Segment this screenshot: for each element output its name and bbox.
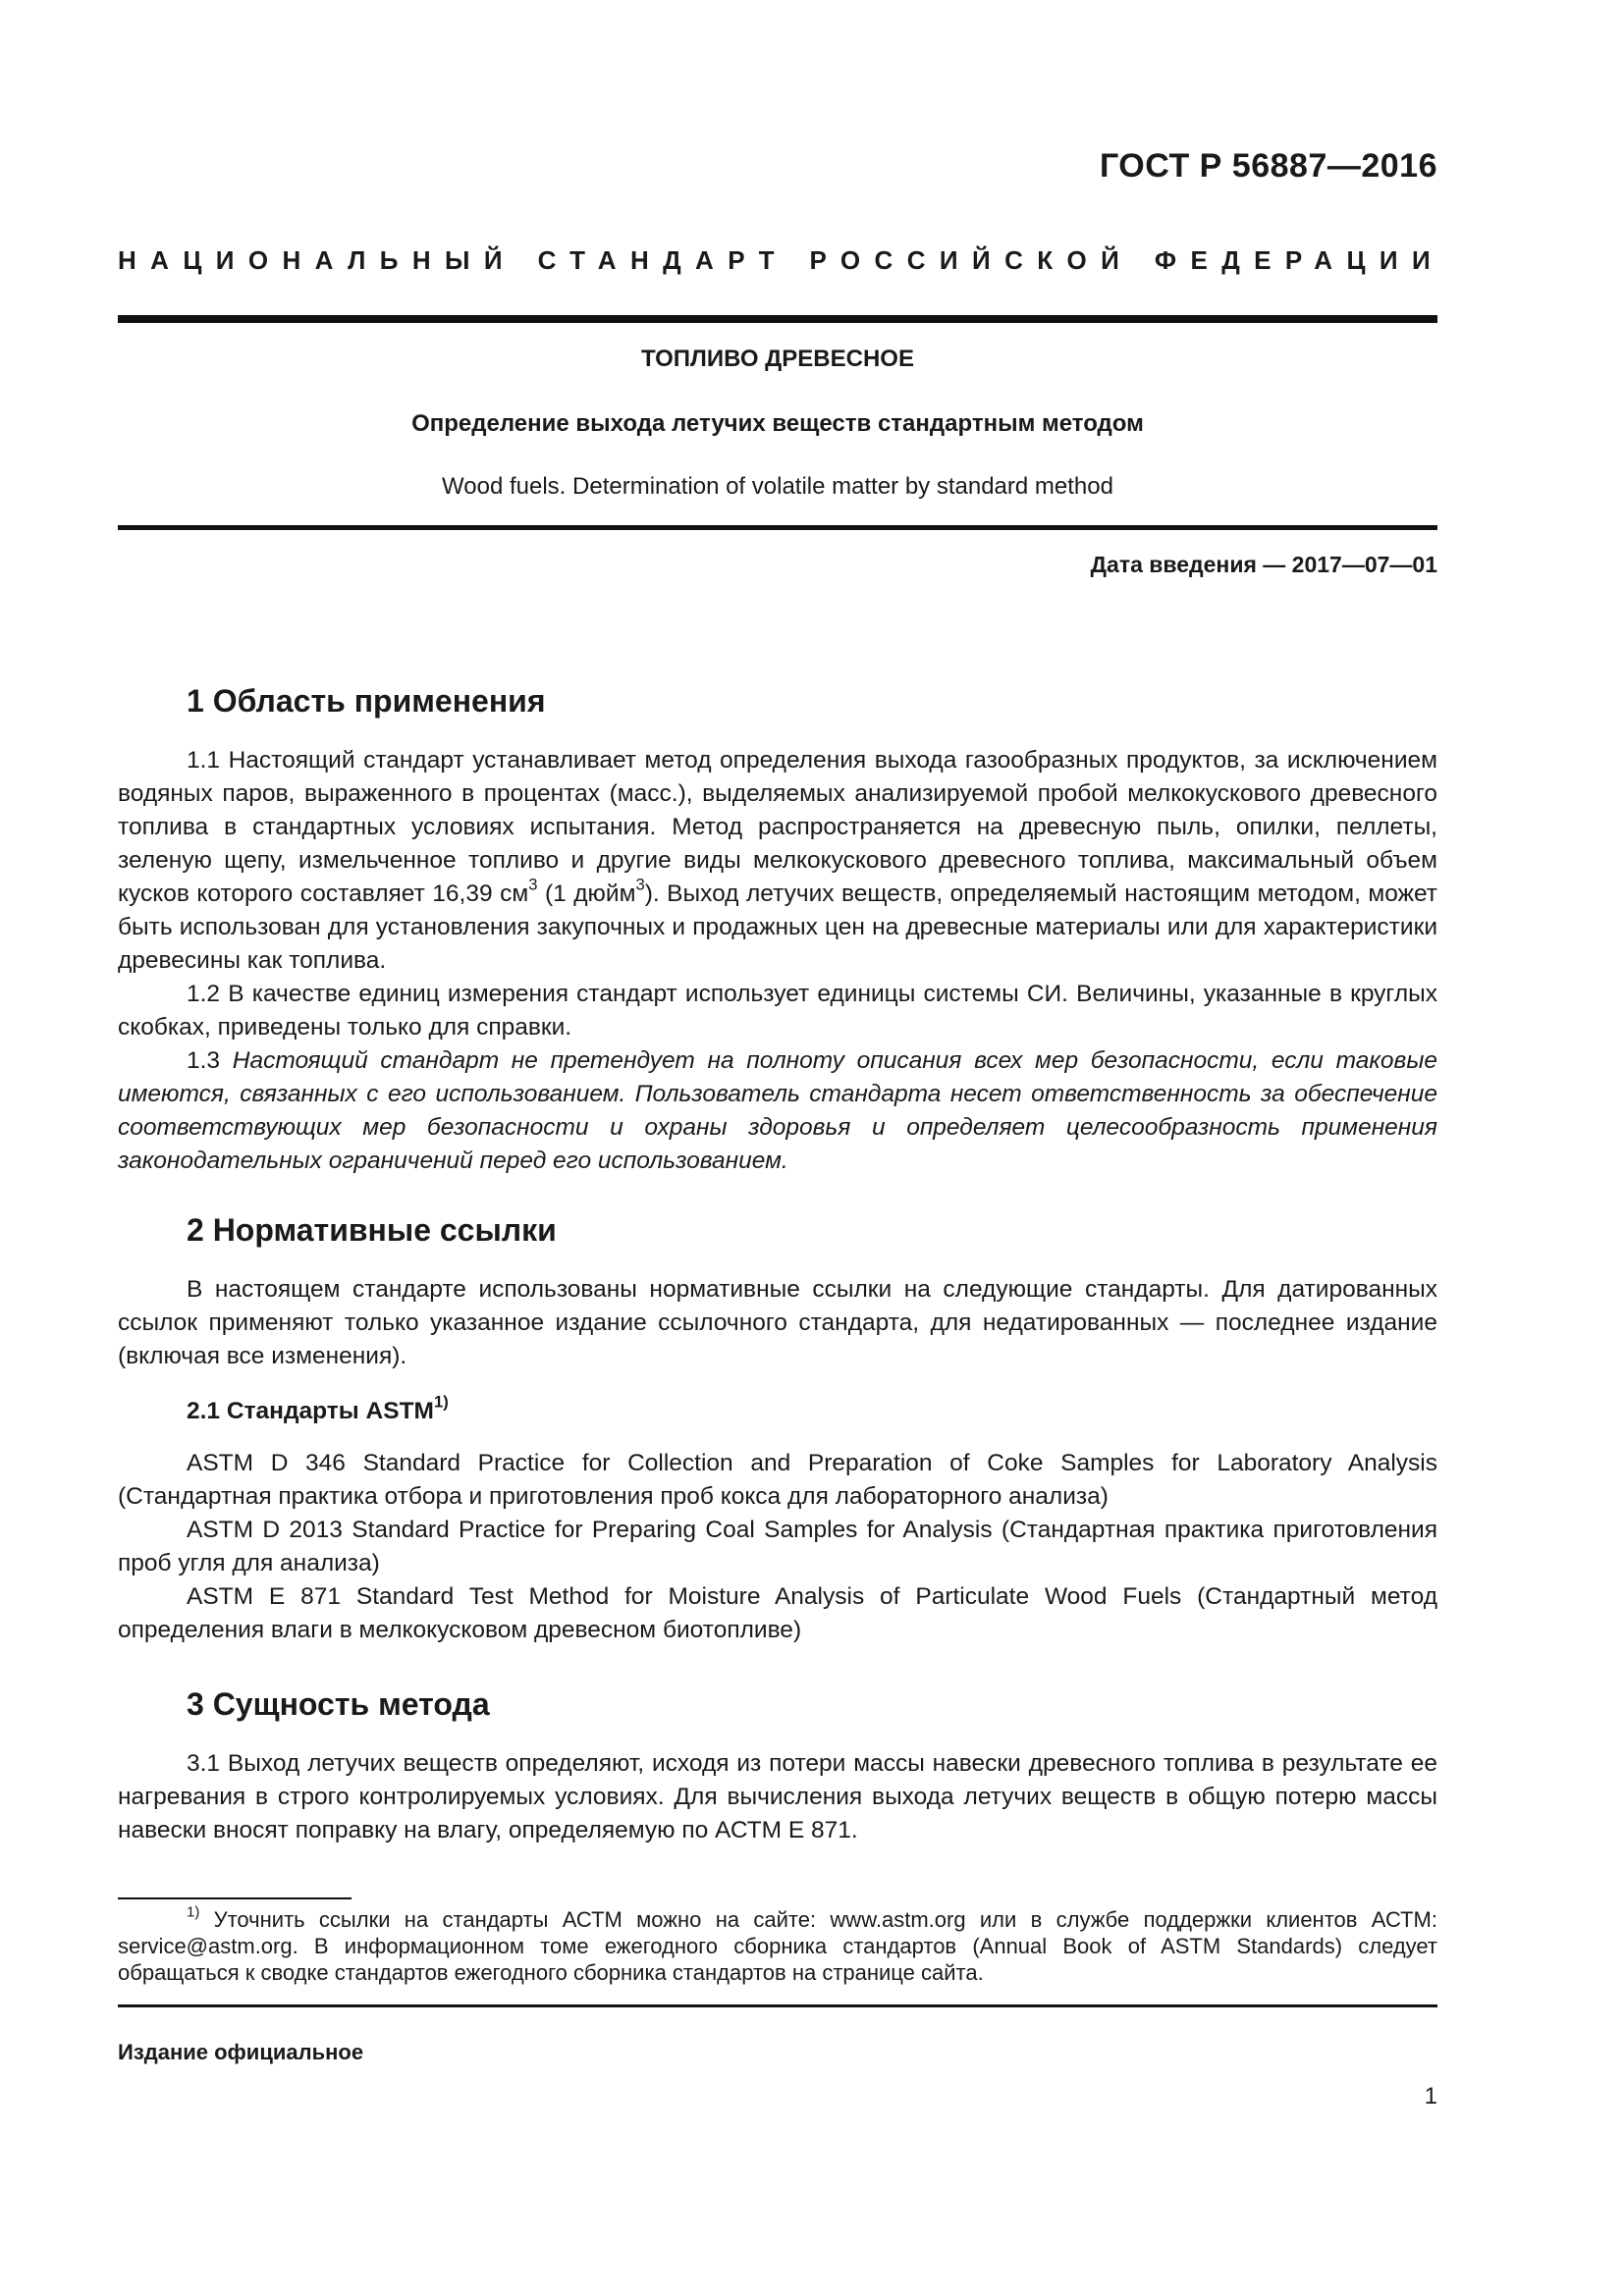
official-edition-label: Издание официальное [118, 2040, 364, 2064]
footnote-body: Уточнить ссылки на стандарты АСТМ можно на сайте: www.astm.org или в службе поддержки клиентов АСТМ: service@astm.org. В информационном томе ежегодного сборника стандартов (Annual Book of ASTM Standards) следует обращаться к сводке стандартов ежегодного сборника стандартов на странице сайта. [118, 1907, 1437, 1985]
paragraph-1-3-text: Настоящий стандарт не претендует на полноту описания всех мер безопасности, если таковые имеются, связанных с его использованием. Пользователь стандарта несет ответственность за обеспечение соответствующих мер безопасности и охраны здоровья и определяет целесообразность применения законодательных ограничений перед его использованием. [118, 1047, 1437, 1174]
section-3-body [118, 1747, 1437, 1847]
section-1-heading: 1 Область применения [187, 683, 546, 719]
footnote-separator [118, 1897, 352, 1899]
paragraph-3-1: 3.1 Выход летучих веществ определяют, исходя из потери массы навески древесного топлива в результате ее нагревания в строго контролируемых условиях. Для вычисления выхода летучих веществ в общую потерю массы навески вносят поправку на влагу, определяемую по АСТМ Е 871. [118, 1750, 1437, 1843]
introduction-date: Дата введения — 2017—07—01 [1090, 552, 1437, 577]
reference-item: ASTM D 2013 Standard Practice for Preparing Coal Samples for Analysis (Стандартная практика приготовления проб угля для анализа) [118, 1517, 1437, 1576]
footnote [118, 1903, 1437, 1986]
paragraph-1-3 [118, 1044, 1437, 1178]
reference-item: ASTM D 346 Standard Practice for Collection and Preparation of Coke Samples for Laboratory Analysis (Стандартная практика отбора и приготовления проб кокса для лабораторного анализа) [118, 1450, 1437, 1510]
footnote-marker-ref: 1) [433, 1392, 449, 1412]
subsection-2-1-title: 2.1 Стандарты ASTM [187, 1398, 434, 1424]
paragraph-1-1-text-c: ). Выход летучих веществ, определяемый настоящим методом, может быть использован для установления закупочных и продажных цен на древесные материалы или для характеристики древесины как топлива. [118, 881, 1438, 974]
reference-item: ASTM E 871 Standard Test Method for Moisture Analysis of Particulate Wood Fuels (Стандартный метод определения влаги в мелкокусковом древесном биотопливе) [118, 1583, 1437, 1643]
header-rule [118, 315, 1437, 323]
section-2-intro: В настоящем стандарте использованы нормативные ссылки на следующие стандарты. Для датированных ссылок применяют только указанное издание ссылочного стандарта, для недатированных — последнее издание (включая все изменения). [118, 1276, 1437, 1369]
title-rule [118, 525, 1437, 530]
paragraph-1-2: 1.2 В качестве единиц измерения стандарт использует единицы системы СИ. Величины, указанные в круглых скобках, приведены только для справки. [118, 981, 1437, 1041]
section-2-body [118, 1273, 1437, 1373]
subsection-2-1-heading [187, 1392, 449, 1425]
footnote-marker: 1) [187, 1903, 200, 1921]
page-number: 1 [1424, 2083, 1437, 2109]
superscript-cube-inch: 3 [635, 875, 645, 894]
paragraph-1-1-text-a: 1.1 Настоящий стандарт устанавливает метод определения выхода газообразных продуктов, за исключением водяных паров, выраженного в процентах (масс.), выделяемых анализируемой пробой мелкокускового древесного топлива в стандартных условиях испытания. Метод распространяется на древесную пыль, опилки, пеллеты, зеленую щепу, измельченное топливо и другие виды мелкокускового древесного топлива, максимальный объем кусков которого составляет 16,39 см [118, 747, 1437, 907]
section-3-heading: 3 Сущность метода [187, 1686, 490, 1722]
section-2-heading: 2 Нормативные ссылки [187, 1212, 557, 1248]
footnote-text [118, 1903, 1437, 1986]
document-title: ТОПЛИВО ДРЕВЕСНОЕ [641, 346, 914, 372]
document-english-title: Wood fuels. Determination of volatile matter by standard method [442, 473, 1113, 500]
astm-references [118, 1447, 1437, 1647]
gost-number: ГОСТ Р 56887—2016 [1099, 147, 1437, 185]
document-subtitle: Определение выхода летучих веществ стандартным методом [411, 410, 1144, 437]
paragraph-1-3-number: 1.3 [187, 1047, 233, 1074]
footer-rule [118, 2004, 1437, 2007]
superscript-cube: 3 [528, 875, 538, 894]
paragraph-1-1-text-b: (1 дюйм [537, 881, 636, 907]
section-1-body [118, 744, 1437, 1178]
national-standard-banner: НАЦИОНАЛЬНЫЙ СТАНДАРТ РОССИЙСКОЙ ФЕДЕРАЦИИ [118, 245, 1445, 275]
paragraph-1-1 [118, 744, 1437, 978]
